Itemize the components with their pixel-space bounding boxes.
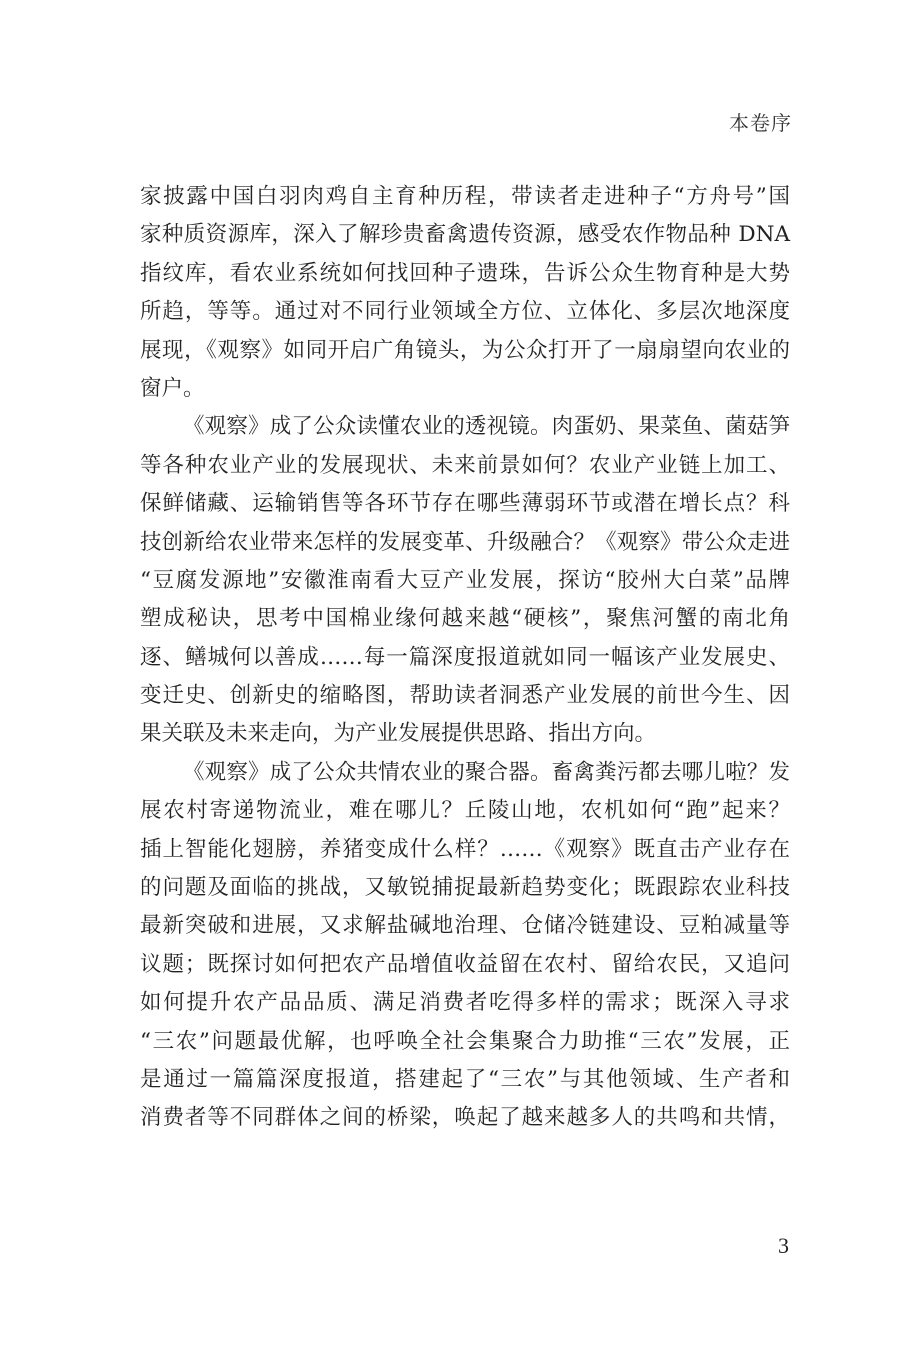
text-line: 的问题及面临的挑战，又敏锐捕捉最新趋势变化；既跟踪农业科技 bbox=[140, 875, 790, 901]
text-line: 家披露中国白羽肉鸡自主育种历程，带读者走进种子“方舟号”国 bbox=[140, 184, 790, 209]
text-line: 保鲜储藏、运输销售等各环节存在哪些薄弱环节或潜在增长点？科 bbox=[140, 491, 790, 517]
text-line: 技创新给农业带来怎样的发展变革、升级融合？《观察》带公众走进 bbox=[140, 529, 790, 555]
text-line: 窗户。 bbox=[140, 375, 205, 401]
text-line: 议题；既探讨如何把农产品增值收益留在农村、留给农民，又追问 bbox=[140, 951, 790, 977]
text-line: 展现，《观察》如同开启广角镜头，为公众打开了一扇扇望向农业的 bbox=[140, 337, 790, 363]
paragraph bbox=[140, 178, 790, 408]
text-line: 变迁史、创新史的缩略图，帮助读者洞悉产业发展的前世今生、因 bbox=[140, 683, 790, 709]
text-line: 《观察》成了公众读懂农业的透视镜。肉蛋奶、果菜鱼、菌菇笋 bbox=[183, 414, 790, 440]
text-line: 如何提升农产品品质、满足消费者吃得多样的需求；既深入寻求 bbox=[140, 990, 790, 1016]
text-line: 家种质资源库，深入了解珍贵畜禽遗传资源，感受农作物品种 DNA bbox=[140, 222, 790, 248]
text-line: 展农村寄递物流业，难在哪儿？丘陵山地，农机如何“跑”起来？ bbox=[140, 798, 790, 824]
text-line: “三农”问题最优解，也呼唤全社会集聚合力助推“三农”发展，正 bbox=[140, 1028, 790, 1054]
text-line: 指纹库，看农业系统如何找回种子遗珠，告诉公众生物育种是大势 bbox=[140, 260, 790, 286]
text-line: 逐、鳝城何以善成……每一篇深度报道就如同一幅该产业发展史、 bbox=[140, 644, 790, 670]
text-line: 消费者等不同群体之间的桥梁，唤起了越来越多人的共鸣和共情， bbox=[140, 1105, 790, 1131]
text-line: 塑成秘诀，思考中国棉业缘何越来越“硬核”，聚焦河蟹的南北角 bbox=[140, 606, 790, 632]
text-line: 是通过一篇篇深度报道，搭建起了“三农”与其他领域、生产者和 bbox=[140, 1066, 790, 1092]
page-number: 3 bbox=[778, 1233, 789, 1258]
text-line: 插上智能化翅膀，养猪变成什么样？……《观察》既直击产业存在 bbox=[140, 836, 790, 862]
text-line: 果关联及未来走向，为产业发展提供思路、指出方向。 bbox=[140, 721, 657, 747]
paragraph bbox=[140, 754, 790, 1138]
text-line: 所趋，等等。通过对不同行业领域全方位、立体化、多层次地深度 bbox=[140, 299, 790, 325]
paragraph bbox=[140, 408, 790, 754]
text-line: 等各种农业产业的发展现状、未来前景如何？农业产业链上加工、 bbox=[140, 452, 790, 478]
text-line: “豆腐发源地”安徽淮南看大豆产业发展，探访“胶州大白菜”品牌 bbox=[140, 567, 790, 593]
running-header: 本卷序 bbox=[729, 111, 792, 135]
body-text bbox=[140, 178, 790, 1138]
text-line: 最新突破和进展，又求解盐碱地治理、仓储冷链建设、豆粕减量等 bbox=[140, 913, 790, 939]
text-line: 《观察》成了公众共情农业的聚合器。畜禽粪污都去哪儿啦？发 bbox=[183, 759, 790, 785]
